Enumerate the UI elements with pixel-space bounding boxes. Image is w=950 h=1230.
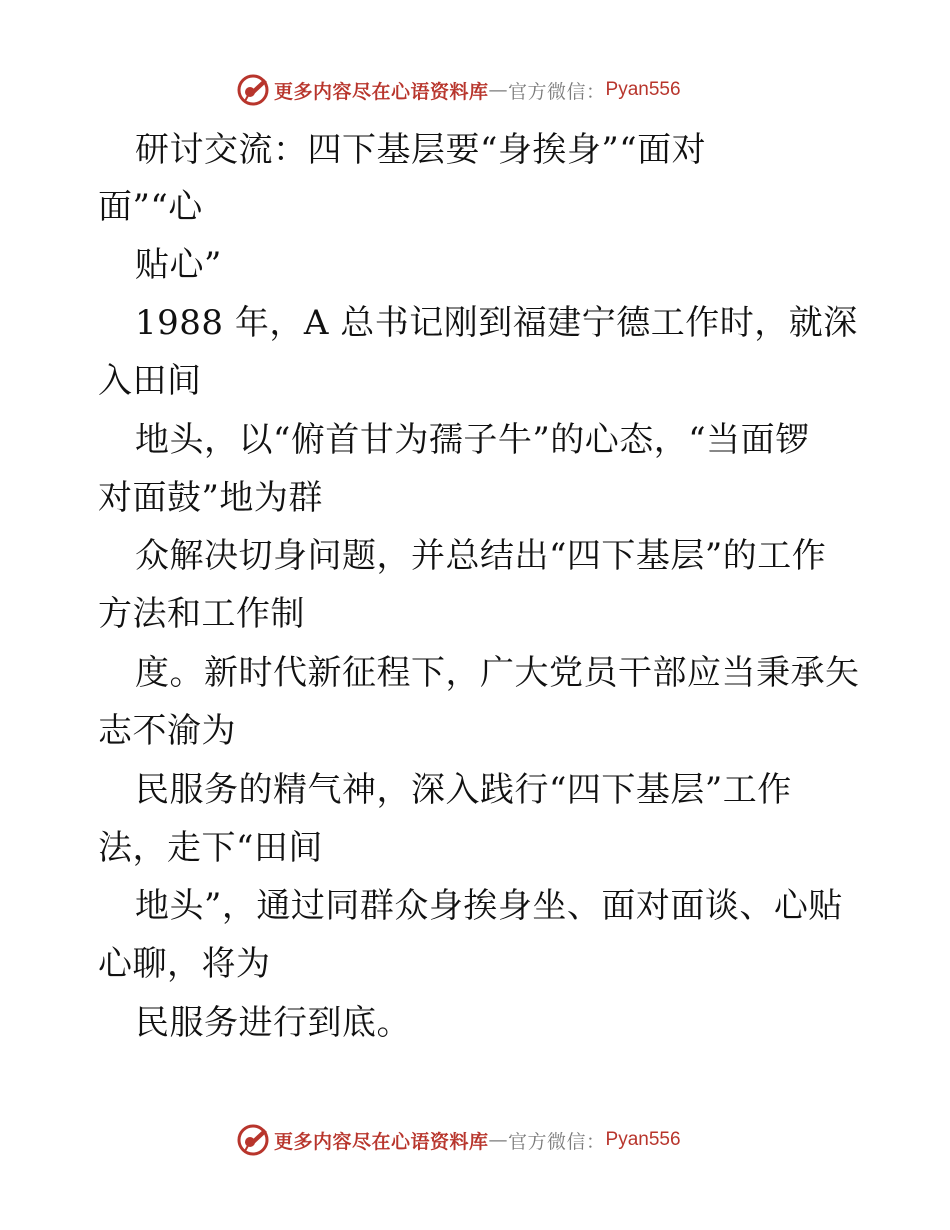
text-line: 度。新时代新征程下，广大党员干部应当秉承矢 bbox=[135, 653, 860, 693]
text-line: 众解决切身问题，并总结出“四下基层”的工作 bbox=[135, 536, 827, 576]
pen-logo-icon bbox=[236, 1123, 270, 1157]
watermark-sub-text: 官方微信： bbox=[508, 1130, 606, 1153]
text-line: 法，走下“田间 bbox=[98, 828, 323, 868]
text-line: 研讨交流：四下基层要“身挨身”“面对 bbox=[135, 130, 707, 170]
watermark-wechat-id: Pyan556 bbox=[605, 79, 681, 100]
text-line: 心聊，将为 bbox=[98, 944, 271, 984]
text-line: 入田间 bbox=[98, 361, 202, 401]
text-line: 民服务的精气神，深入践行“四下基层”工作 bbox=[135, 770, 792, 810]
watermark-separator: — bbox=[488, 1129, 509, 1151]
text-line: 对面鼓”地为群 bbox=[98, 478, 323, 518]
text-line: 民服务进行到底。 bbox=[135, 1003, 411, 1043]
footer-watermark bbox=[236, 1122, 681, 1158]
watermark-main-text: 更多内容尽在心语资料库 bbox=[274, 1130, 489, 1153]
header-watermark bbox=[236, 72, 681, 108]
text-line: 贴心” bbox=[135, 245, 222, 285]
text-line: 地头”，通过同群众身挨身坐、面对面谈、心贴 bbox=[135, 886, 843, 926]
watermark-wechat-id: Pyan556 bbox=[605, 1129, 681, 1150]
text-line: 1988 年，A 总书记刚到福建宁德工作时，就深 bbox=[135, 303, 858, 343]
text-line: 方法和工作制 bbox=[98, 594, 305, 634]
watermark-separator: — bbox=[488, 79, 509, 101]
text-line: 面”“心 bbox=[98, 187, 203, 227]
watermark-sub-text: 官方微信： bbox=[508, 80, 606, 103]
text-line: 地头，以“俯首甘为孺子牛”的心态，“当面锣 bbox=[135, 420, 810, 460]
watermark-main-text: 更多内容尽在心语资料库 bbox=[274, 80, 489, 103]
text-line: 志不渝为 bbox=[98, 711, 236, 751]
pen-logo-icon bbox=[236, 73, 270, 107]
